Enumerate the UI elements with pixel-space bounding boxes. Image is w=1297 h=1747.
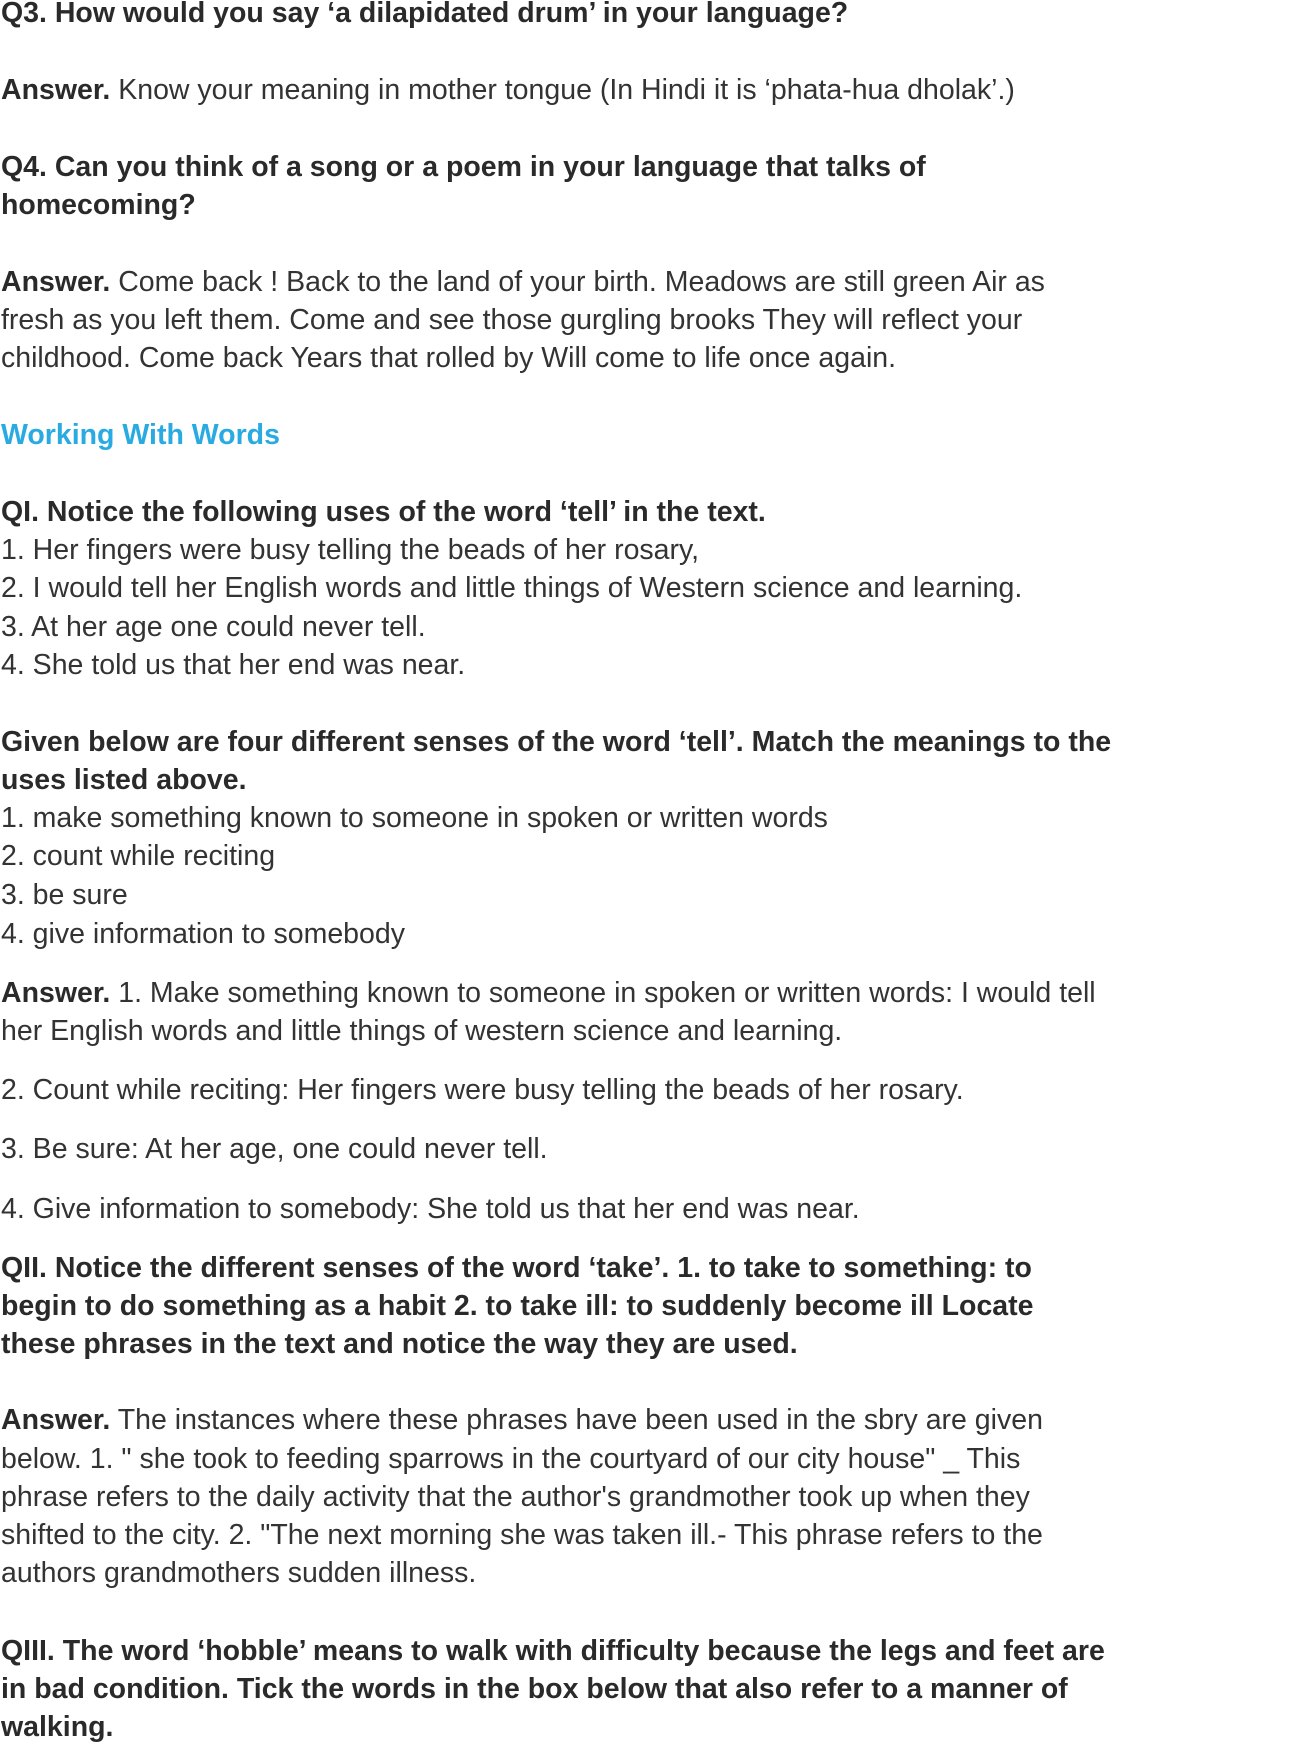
question-qI: QI. Notice the following uses of the word ‘tell’ in the text. bbox=[1, 496, 766, 528]
question-qIII-line: walking. bbox=[1, 1711, 114, 1743]
use-item: 3. At her age one could never tell. bbox=[1, 611, 426, 643]
answer-text: The instances where these phrases have been used in the sbry are given bbox=[117, 1404, 1043, 1436]
answer-qI-line: 2. Count while reciting: Her fingers were busy telling the beads of her rosary. bbox=[1, 1074, 964, 1106]
answer-q4-line: childhood. Come back Years that rolled by Will come to life once again. bbox=[1, 342, 897, 374]
answer-qI-line: her English words and little things of western science and learning. bbox=[1, 1015, 843, 1047]
answer-qI-line: 3. Be sure: At her age, one could never tell. bbox=[1, 1133, 548, 1165]
sense-item: 1. make something known to someone in spoken or written words bbox=[1, 802, 828, 834]
question-q4-line: Q4. Can you think of a song or a poem in your language that talks of bbox=[1, 151, 926, 183]
answer-q4-line: fresh as you left them. Come and see those gurgling brooks They will reflect your bbox=[1, 304, 1023, 336]
answer-qI-line: 4. Give information to somebody: She told us that her end was near. bbox=[1, 1193, 860, 1225]
answer-text: Know your meaning in mother tongue (In Hindi it is ‘phata-hua dholak’.) bbox=[118, 74, 1015, 106]
question-qII-line: begin to do something as a habit 2. to take ill: to suddenly become ill Locate bbox=[1, 1290, 1034, 1322]
question-qII-line: these phrases in the text and notice the way they are used. bbox=[1, 1328, 798, 1360]
use-item: 4. She told us that her end was near. bbox=[1, 649, 466, 681]
use-item: 2. I would tell her English words and little things of Western science and learning. bbox=[1, 572, 1023, 604]
answer-qII-line: authors grandmothers sudden illness. bbox=[1, 1557, 477, 1589]
answer-q4-line bbox=[1, 263, 1045, 301]
use-item: 1. Her fingers were busy telling the beads of her rosary, bbox=[1, 534, 700, 566]
answer-label: Answer. bbox=[1, 1404, 111, 1436]
sense-item: 3. be sure bbox=[1, 879, 128, 911]
answer-label: Answer. bbox=[1, 977, 111, 1009]
question-qIII-line: QIII. The word ‘hobble’ means to walk with difficulty because the legs and feet are bbox=[1, 1635, 1105, 1667]
answer-text: 1. Make something known to someone in spoken or written words: I would tell bbox=[118, 977, 1096, 1009]
answer-q3 bbox=[1, 71, 1015, 109]
question-qII-line: QII. Notice the different senses of the word ‘take’. 1. to take to something: to bbox=[1, 1252, 1032, 1284]
section-heading: Working With Words bbox=[1, 419, 280, 451]
sense-item: 4. give information to somebody bbox=[1, 918, 405, 950]
sense-item: 2. count while reciting bbox=[1, 840, 276, 872]
question-q3: Q3. How would you say ‘a dilapidated drum’ in your language? bbox=[1, 0, 849, 29]
answer-qII-line: below. 1. " she took to feeding sparrows in the courtyard of our city house" _ This bbox=[1, 1443, 1021, 1475]
answer-qII-line bbox=[1, 1401, 1043, 1439]
question-q4-line: homecoming? bbox=[1, 189, 196, 221]
prompt-line: Given below are four different senses of the word ‘tell’. Match the meanings to the bbox=[1, 726, 1112, 758]
answer-text: Come back ! Back to the land of your birth. Meadows are still green Air as bbox=[118, 266, 1045, 298]
answer-label: Answer. bbox=[1, 266, 111, 298]
prompt-line: uses listed above. bbox=[1, 764, 247, 796]
answer-qII-line: phrase refers to the daily activity that the author's grandmother took up when they bbox=[1, 1481, 1030, 1513]
answer-label: Answer. bbox=[1, 74, 111, 106]
question-qIII-line: in bad condition. Tick the words in the box below that also refer to a manner of bbox=[1, 1673, 1068, 1705]
answer-qII-line: shifted to the city. 2. "The next morning she was taken ill.- This phrase refers to the bbox=[1, 1519, 1043, 1551]
answer-qI-line bbox=[1, 974, 1096, 1012]
